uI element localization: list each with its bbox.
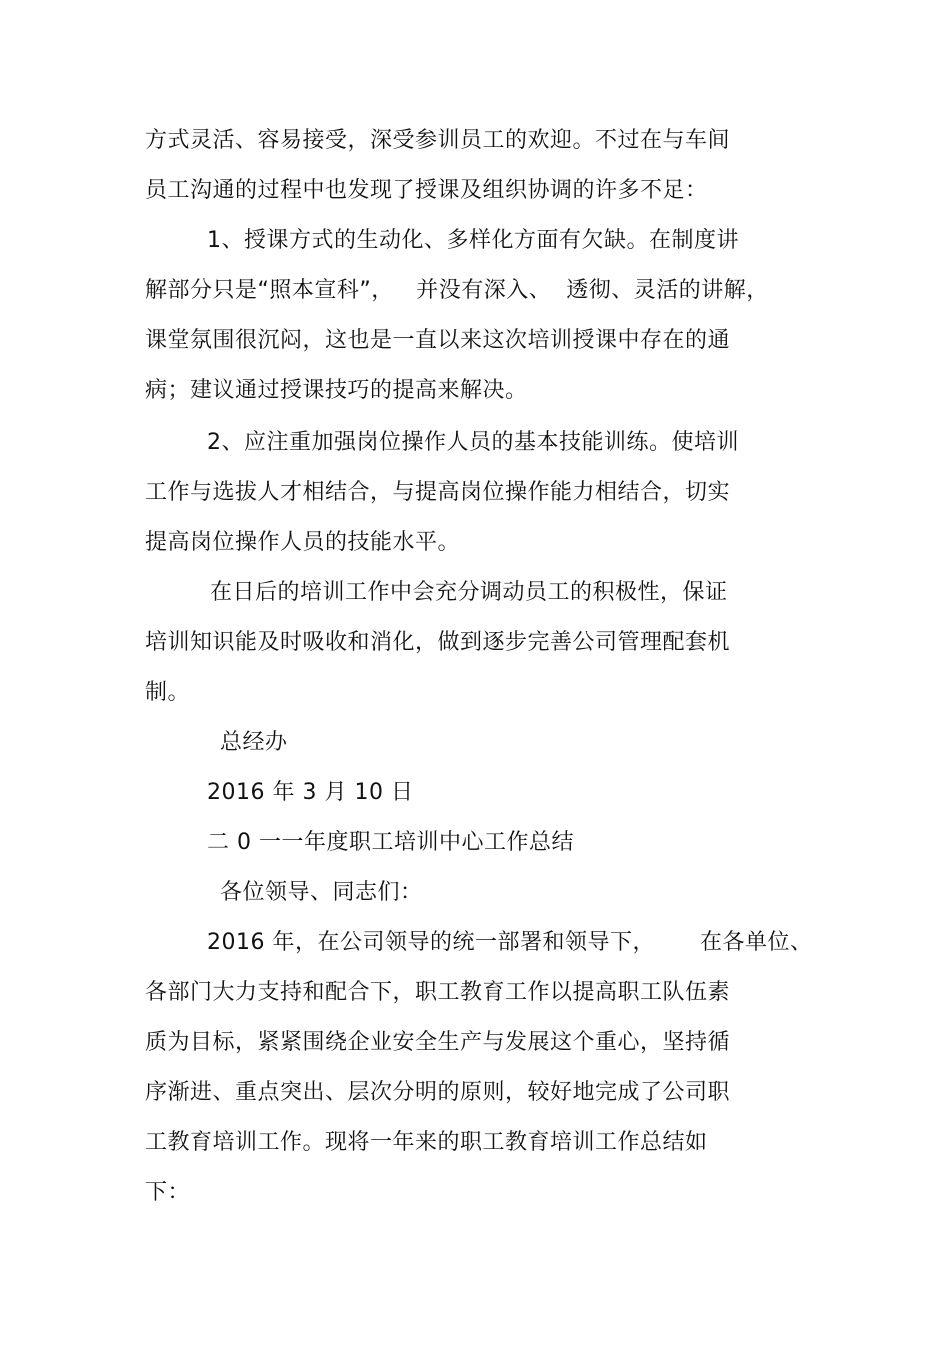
text-line: 2、应注重加强岗位操作人员的基本技能训练。使培训 [207, 430, 739, 455]
text-line: 下： [145, 1180, 191, 1205]
salutation: 各位领导、同志们： [220, 880, 423, 905]
text-line: 员工沟通的过程中也发现了授课及组织协调的许多不足： [145, 178, 708, 203]
text-line: 1、授课方式的生动化、多样化方面有欠缺。在制度讲 [207, 228, 739, 253]
text-line: 工作与选拔人才相结合，与提高岗位操作能力相结合，切实 [145, 480, 731, 505]
signature-date: 2016 年 3 月 10 日 [207, 780, 414, 805]
text-line: 培训知识能及时吸收和消化，做到逐步完善公司管理配套机 [145, 630, 731, 655]
text-line: 在日后的培训工作中会充分调动员工的积极性，保证 [210, 580, 728, 605]
text-line: 工教育培训工作。现将一年来的职工教育培训工作总结如 [145, 1130, 708, 1155]
text-line: 提高岗位操作人员的技能水平。 [145, 530, 461, 555]
text-line: 病；建议通过授课技巧的提高来解决。 [145, 378, 528, 403]
text-line: 解部分只是“照本宣科”， 并没有深入、 透彻、灵活的讲解， [145, 278, 769, 303]
text-line: 方式灵活、容易接受，深受参训员工的欢迎。不过在与车间 [145, 128, 731, 153]
text-line: 制。 [145, 680, 191, 705]
signature-department: 总经办 [220, 730, 288, 755]
section-title: 二 0 一一年度职工培训中心工作总结 [207, 830, 574, 855]
text-line: 2016 年，在公司领导的统一部署和领导下， 在各单位、 [207, 930, 813, 955]
text-line: 序渐进、重点突出、层次分明的原则，较好地完成了公司职 [145, 1080, 731, 1105]
text-line: 课堂氛围很沉闷，这也是一直以来这次培训授课中存在的通 [145, 328, 731, 353]
text-line: 质为目标，紧紧围绕企业安全生产与发展这个重心，坚持循 [145, 1030, 731, 1055]
text-line: 各部门大力支持和配合下，职工教育工作以提高职工队伍素 [145, 980, 731, 1005]
